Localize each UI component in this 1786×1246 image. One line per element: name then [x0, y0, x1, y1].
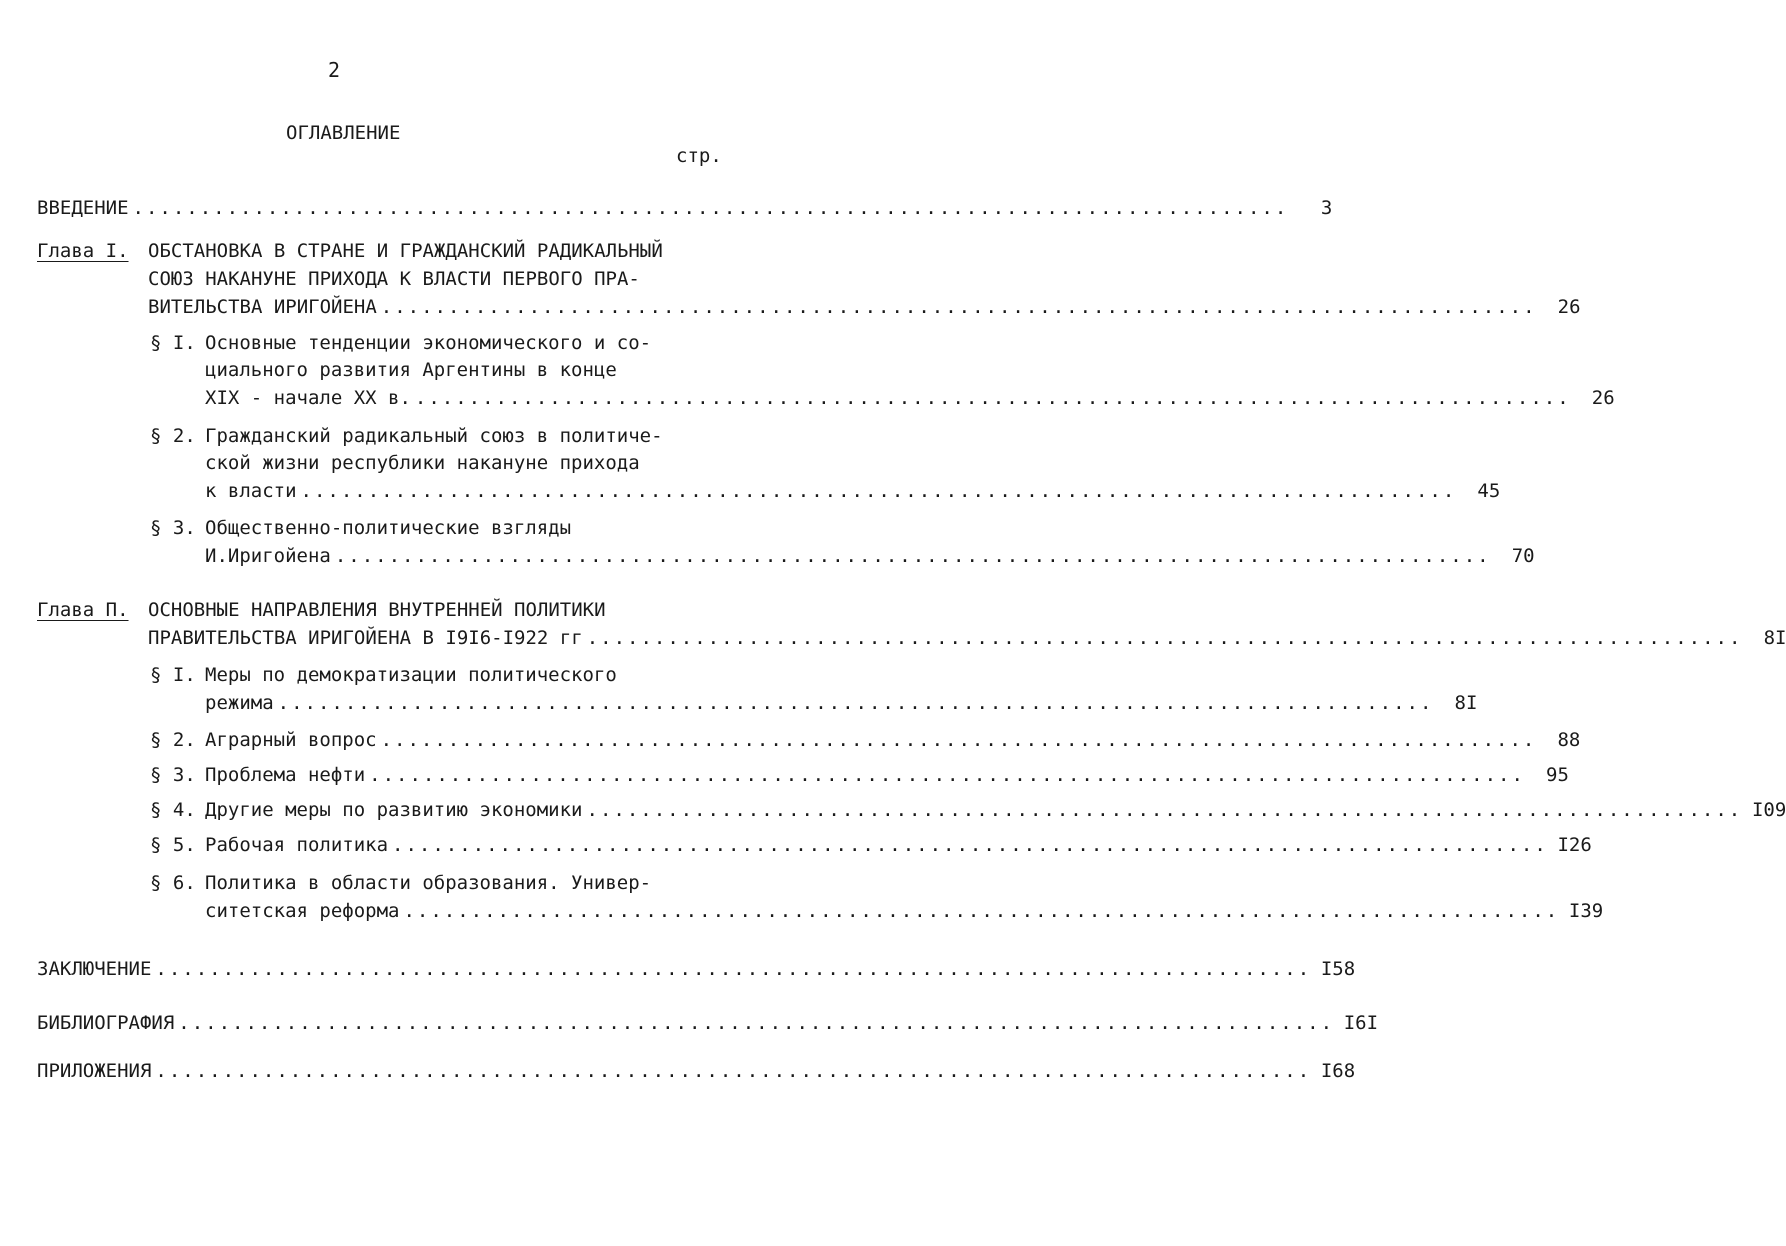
section-title-line: ской жизни республики накануне прихода: [205, 452, 640, 474]
toc-entry-conclusion: [37, 954, 1356, 980]
toc-leader-dots: ......................................................................................: [414, 387, 1571, 409]
section-title-line: Меры по демократизации политического: [205, 664, 617, 686]
toc-entry-page: 26: [1557, 296, 1581, 318]
section-title-last: [205, 541, 1535, 567]
toc-entry-label: ПРИЛОЖЕНИЯ: [37, 1060, 152, 1082]
toc-leader-dots: ......................................................................................: [178, 1012, 1335, 1034]
toc-entry-page: I39: [1568, 900, 1604, 922]
toc-entry-page: I09: [1751, 799, 1786, 821]
section-number: § I.: [150, 664, 196, 686]
chapter-1-title-line: ОБСТАНОВКА В СТРАНЕ И ГРАЖДАНСКИЙ РАДИКАЛЬНЫЙ: [148, 240, 663, 262]
section-number: § 3.: [150, 517, 196, 539]
toc-entry-page: 8I: [1454, 692, 1478, 714]
toc-leader-dots: ......................................................................................: [403, 900, 1560, 922]
chapter-2-label: Глава П.: [37, 599, 129, 621]
page-title: ОГЛАВЛЕНИЕ: [286, 122, 401, 144]
chapter-1-title-line: ВИТЕЛЬСТВА ИРИГОЙЕНА: [148, 296, 377, 318]
toc-entry-label: ЗАКЛЮЧЕНИЕ: [37, 958, 152, 980]
toc-leader-dots: ......................................................................................: [369, 764, 1525, 786]
section-title-line: режима: [205, 692, 274, 714]
chapter-2-title-line: ПРАВИТЕЛЬСТВА ИРИГОЙЕНА В I9I6-I922 гг: [148, 627, 583, 649]
section-title-line: Аграрный вопрос: [205, 729, 377, 751]
section-number: § 2.: [150, 729, 196, 751]
toc-entry-page: I6I: [1343, 1012, 1379, 1034]
section-title-line: Рабочая политика: [205, 834, 389, 856]
toc-entry-bibliography: [37, 1008, 1379, 1034]
toc-entry-page: 26: [1591, 387, 1615, 409]
toc-entry-page: 8I: [1763, 627, 1786, 649]
toc-entry-page: I26: [1557, 834, 1592, 856]
section-number: § 2.: [150, 425, 196, 447]
toc-leader-dots: ......................................................................................: [155, 1060, 1312, 1082]
section-title-last: [205, 760, 1569, 786]
toc-entry-label: ВВЕДЕНИЕ: [37, 197, 129, 219]
chapter-1-title-last: [148, 292, 1581, 318]
section-title-line: циального развития Аргентины в конце: [205, 359, 617, 381]
toc-leader-dots: ......................................................................................: [392, 834, 1548, 856]
section-title-last: [205, 896, 1604, 922]
toc-leader-dots: ......................................................................................: [586, 799, 1743, 821]
toc-leader-dots: ......................................................................................: [380, 296, 1537, 318]
section-title-line: И.Иригойена: [205, 545, 331, 567]
section-title-last: [205, 725, 1581, 751]
section-title-line: Другие меры по развитию экономики: [205, 799, 583, 821]
toc-leader-dots: ......................................................................................: [277, 692, 1434, 714]
section-number: § 4.: [150, 799, 196, 821]
toc-entry-page: 88: [1557, 729, 1581, 751]
section-title-last: [205, 830, 1592, 856]
toc-entry-introduction: [37, 193, 1333, 219]
page-column-label: стр.: [676, 145, 722, 167]
toc-leader-dots: ......................................................................................: [155, 958, 1312, 980]
section-title-last: [205, 383, 1615, 409]
toc-leader-dots: ......................................................................................: [334, 545, 1491, 567]
toc-entry-page: 70: [1511, 545, 1535, 567]
section-title-line: к власти: [205, 480, 297, 502]
section-title-line: Политика в области образования. Универ-: [205, 872, 652, 894]
toc-entry-label: БИБЛИОГРАФИЯ: [37, 1012, 175, 1034]
section-title-last: [205, 688, 1478, 714]
chapter-2-title-last: [148, 623, 1786, 649]
toc-entry-page: I58: [1320, 958, 1356, 980]
toc-leader-dots: ......................................................................................: [300, 480, 1457, 502]
toc-entry-appendices: [37, 1056, 1356, 1082]
chapter-1-title-line: СОЮЗ НАКАНУНЕ ПРИХОДА К ВЛАСТИ ПЕРВОГО ПРА-: [148, 268, 640, 290]
toc-leader-dots: ......................................................................................: [380, 729, 1537, 751]
toc-entry-page: I68: [1320, 1060, 1356, 1082]
section-title-line: XIX - начале XX в.: [205, 387, 411, 409]
section-title-line: Основные тенденции экономического и со-: [205, 332, 652, 354]
page-number: 2: [328, 58, 341, 82]
section-title-last: [205, 795, 1786, 821]
toc-entry-page: 3: [1320, 197, 1333, 219]
section-number: § I.: [150, 332, 196, 354]
section-title-line: Гражданский радикальный союз в политиче-: [205, 425, 663, 447]
chapter-1-label: Глава I.: [37, 240, 129, 262]
toc-entry-page: 45: [1477, 480, 1501, 502]
section-title-line: ситетская реформа: [205, 900, 400, 922]
section-number: § 5.: [150, 834, 196, 856]
toc-leader-dots: ......................................................................................: [586, 627, 1743, 649]
section-number: § 6.: [150, 872, 196, 894]
section-title-line: Проблема нефти: [205, 764, 366, 786]
section-title-last: [205, 476, 1501, 502]
section-title-line: Общественно-политические взгляды: [205, 517, 572, 539]
toc-entry-page: 95: [1546, 764, 1569, 786]
toc-leader-dots: ......................................................................................: [132, 197, 1289, 219]
section-number: § 3.: [150, 764, 196, 786]
chapter-2-title-line: ОСНОВНЫЕ НАПРАВЛЕНИЯ ВНУТРЕННЕЙ ПОЛИТИКИ: [148, 599, 606, 621]
